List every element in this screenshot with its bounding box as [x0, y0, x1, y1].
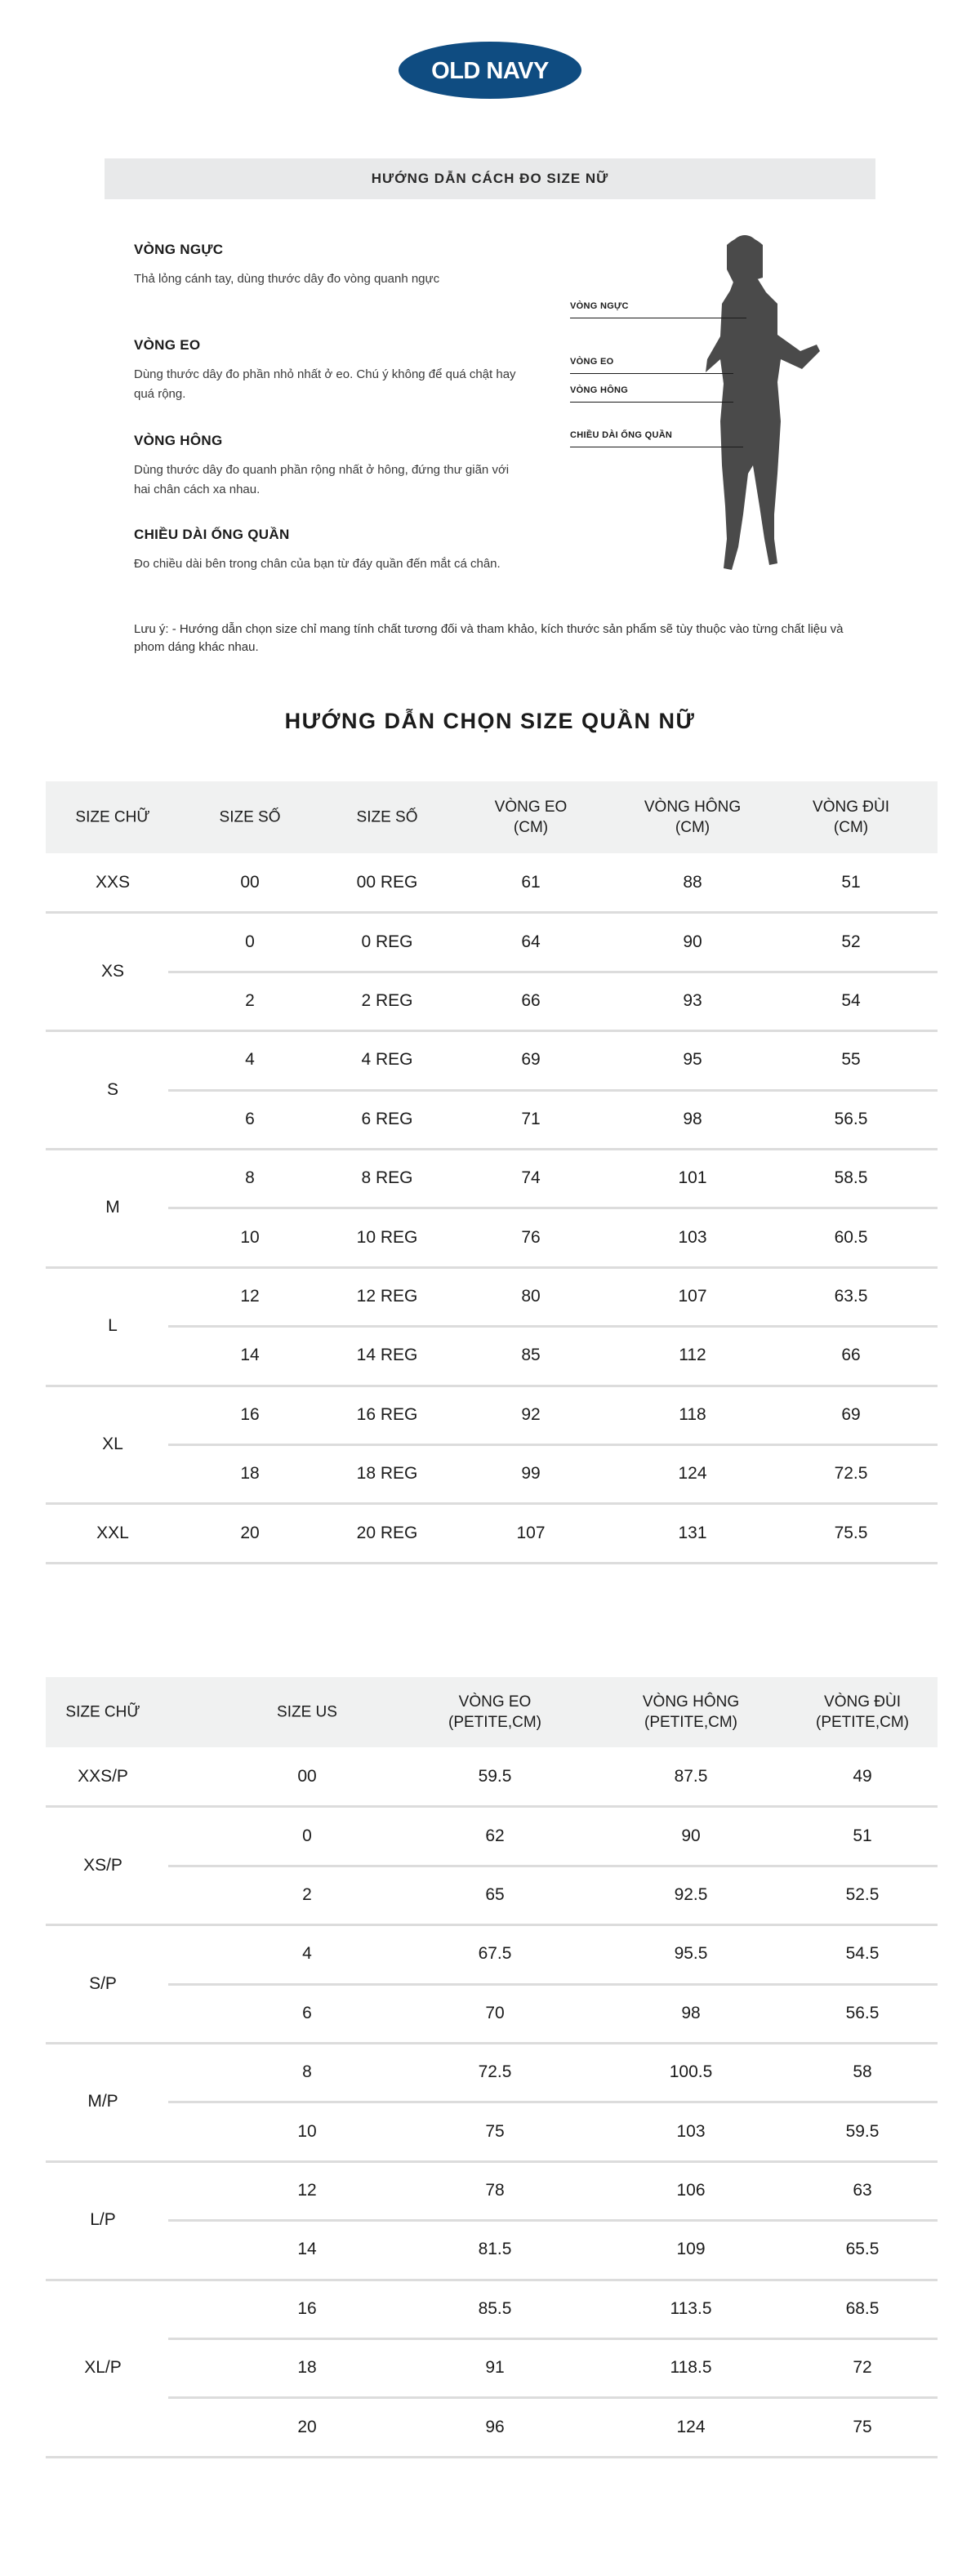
table-cell: 20: [240, 1523, 260, 1542]
chest-title: VÒNG NGỰC: [134, 242, 224, 257]
table-cell: 6: [245, 1109, 255, 1128]
table-cell: 93: [683, 991, 702, 1010]
table-cell: 12: [297, 2181, 317, 2200]
table-cell: 80: [521, 1287, 541, 1306]
table-cell: 2: [245, 991, 255, 1010]
waist-text: Dùng thước dây đo phần nhỏ nhất ở eo. Chú ý không để quá chật hay quá rộng.: [134, 367, 516, 401]
column-header: SIZE US: [277, 1703, 337, 1721]
figure-label-inseam: CHIỀU DÀI ỐNG QUẦN: [570, 430, 673, 440]
table-cell: 4: [302, 1944, 312, 1964]
table-cell: 75: [485, 2121, 505, 2141]
table-cell: 10: [240, 1227, 260, 1247]
column-header: VÒNG HÔNG (PETITE,CM): [642, 1693, 740, 1731]
size-letter-cell: XS: [100, 961, 125, 981]
table-cell: 56.5: [845, 2003, 880, 2022]
table-cell: 10 REG: [356, 1227, 418, 1247]
size-table-regular: [46, 781, 938, 1561]
table-cell: 66: [521, 991, 541, 1010]
group-divider: [46, 1805, 938, 1808]
waist-title: VÒNG EO: [134, 337, 201, 353]
group-divider: [46, 1502, 938, 1505]
size-letter-cell: M: [105, 1198, 120, 1217]
table-cell: 6 REG: [361, 1109, 413, 1128]
table-cell: 0: [245, 932, 255, 951]
row-divider: [168, 1089, 938, 1092]
table-cell: 6: [302, 2003, 312, 2022]
group-divider: [46, 1562, 938, 1564]
table-cell: 4: [245, 1050, 255, 1070]
table-cell: 66: [841, 1346, 861, 1365]
size-letter-cell: XXL: [96, 1523, 129, 1542]
table-cell: 107: [516, 1523, 546, 1542]
size-letter-cell: L/P: [90, 2210, 116, 2230]
table-cell: 76: [521, 1227, 541, 1247]
group-divider: [46, 2456, 938, 2458]
table-cell: 78: [485, 2181, 505, 2200]
table-cell: 69: [841, 1404, 861, 1424]
table-cell: 109: [676, 2240, 706, 2259]
table-cell: 10: [297, 2121, 317, 2141]
table-cell: 96: [485, 2417, 505, 2436]
body-figure: [564, 229, 841, 588]
group-divider: [46, 2160, 938, 2163]
old-navy-logo: [398, 41, 582, 100]
table-cell: 51: [841, 873, 861, 892]
row-divider: [168, 1444, 938, 1446]
figure-label-chest: VÒNG NGỰC: [570, 301, 629, 311]
column-header: SIZE CHỮ: [65, 1703, 140, 1721]
row-divider: [168, 1325, 938, 1328]
chest-text: Thả lỏng cánh tay, dùng thước dây đo vòng quanh ngực: [134, 272, 440, 286]
table-cell: 131: [678, 1523, 707, 1542]
table-cell: 72.5: [834, 1464, 868, 1484]
table-cell: 95: [683, 1050, 702, 1070]
size-letter-cell: XXS: [95, 873, 131, 892]
table-cell: 8: [302, 2062, 312, 2082]
table-cell: 85.5: [478, 2298, 512, 2318]
table-cell: 87.5: [674, 1767, 708, 1786]
row-divider: [168, 1865, 938, 1867]
table-cell: 63: [853, 2181, 872, 2200]
row-divider: [168, 2101, 938, 2103]
table-cell: 4 REG: [361, 1050, 413, 1070]
figure-label-waist: VÒNG EO: [570, 357, 614, 367]
size-letter-cell: S: [106, 1079, 119, 1099]
table-cell: 8 REG: [361, 1168, 413, 1188]
column-header: VÒNG EO (CM): [494, 799, 568, 836]
table-cell: 91: [485, 2358, 505, 2378]
table-cell: 67.5: [478, 1944, 512, 1964]
table-cell: 58: [853, 2062, 872, 2082]
size-letter-cell: XS/P: [83, 1855, 122, 1875]
table-cell: 18: [240, 1464, 260, 1484]
table-cell: 12 REG: [356, 1287, 418, 1306]
column-header: VÒNG EO (PETITE,CM): [448, 1693, 541, 1731]
table-cell: 59.5: [478, 1767, 512, 1786]
table-cell: 20: [297, 2417, 317, 2436]
table-cell: 113.5: [670, 2298, 712, 2318]
svg-text:OLD NAVY: OLD NAVY: [431, 58, 549, 84]
table-cell: 103: [678, 1227, 707, 1247]
group-divider: [46, 1148, 938, 1150]
table-cell: 118.5: [670, 2358, 712, 2378]
table-cell: 88: [683, 873, 702, 892]
table-cell: 75: [853, 2417, 872, 2436]
silhouette-icon: [564, 229, 841, 588]
table-cell: 64: [521, 932, 541, 951]
table-cell: 00 REG: [356, 873, 418, 892]
column-header: VÒNG HÔNG (CM): [644, 799, 742, 836]
table-cell: 106: [676, 2181, 706, 2200]
section-title: HƯỚNG DẪN CHỌN SIZE QUẦN NỮ: [284, 709, 696, 733]
table-cell: 68.5: [845, 2298, 880, 2318]
size-letter-cell: XL: [102, 1435, 123, 1453]
table-cell: 90: [683, 932, 702, 951]
disclaimer-note: Lưu ý: - Hướng dẫn chọn size chỉ mang tính chất tương đối và tham khảo, kích thước sản phẩm sẽ tùy thuộc vào từng chất liệu và phom dáng khác nhau.: [134, 622, 844, 654]
row-divider: [168, 2219, 938, 2222]
row-divider: [168, 2396, 938, 2399]
table-cell: 14 REG: [356, 1346, 418, 1365]
group-divider: [46, 2279, 938, 2281]
table-cell: 107: [678, 1287, 707, 1306]
column-header: VÒNG ĐÙI (PETITE,CM): [816, 1693, 909, 1731]
row-divider: [168, 971, 938, 973]
group-divider: [46, 2042, 938, 2044]
size-table-petite: [46, 1677, 938, 2469]
size-letter-cell: XXS/P: [78, 1767, 128, 1786]
table-cell: 51: [853, 1826, 872, 1845]
table-cell: 14: [240, 1346, 260, 1365]
group-divider: [46, 911, 938, 914]
table-cell: 2 REG: [361, 991, 413, 1010]
table-cell: 55: [841, 1050, 861, 1070]
table-cell: 12: [240, 1287, 260, 1306]
table-cell: 101: [678, 1168, 707, 1188]
table-cell: 103: [676, 2121, 706, 2141]
table-cell: 18: [297, 2358, 317, 2378]
table-cell: 00: [240, 873, 260, 892]
table-cell: 98: [681, 2003, 701, 2022]
table-cell: 72.5: [478, 2062, 512, 2082]
table-cell: 75.5: [834, 1523, 868, 1542]
table-cell: 18 REG: [356, 1464, 418, 1484]
group-divider: [46, 1266, 938, 1269]
table-cell: 90: [681, 1826, 701, 1845]
table-cell: 74: [521, 1168, 541, 1188]
table-cell: 92: [521, 1404, 541, 1424]
inseam-text: Đo chiều dài bên trong chân của bạn từ đáy quần đến mắt cá chân.: [134, 557, 501, 571]
group-divider: [46, 1030, 938, 1032]
table-cell: 16: [297, 2298, 317, 2318]
table-cell: 99: [521, 1464, 541, 1484]
column-header: VÒNG ĐÙI (CM): [813, 799, 889, 836]
table-cell: 0 REG: [361, 932, 413, 951]
table-cell: 52.5: [845, 1885, 880, 1904]
figure-line-hip: [570, 402, 733, 403]
table-cell: 2: [302, 1885, 312, 1904]
figure-line-waist: [570, 373, 733, 374]
size-letter-cell: XL/P: [84, 2358, 122, 2378]
table-cell: 81.5: [478, 2240, 512, 2259]
size-letter-cell: S/P: [89, 1973, 117, 1993]
inseam-title: CHIỀU DÀI ỐNG QUẦN: [134, 527, 290, 542]
row-divider: [168, 1207, 938, 1209]
table-cell: 20 REG: [356, 1523, 418, 1542]
table-cell: 71: [521, 1109, 541, 1128]
table-cell: 118: [679, 1404, 706, 1424]
measure-guide-banner: HƯỚNG DẪN CÁCH ĐO SIZE NỮ: [105, 158, 875, 199]
table-cell: 69: [521, 1050, 541, 1070]
table-cell: 61: [521, 873, 541, 892]
table-cell: 56.5: [834, 1109, 868, 1128]
column-header: SIZE CHỮ: [75, 808, 150, 826]
table-header: [46, 781, 938, 853]
table-cell: 98: [683, 1109, 702, 1128]
table-cell: 100.5: [669, 2062, 713, 2082]
table-cell: 14: [297, 2240, 317, 2259]
table-cell: 59.5: [845, 2121, 880, 2141]
table-cell: 92.5: [674, 1885, 708, 1904]
table-cell: 16: [240, 1404, 260, 1424]
size-letter-cell: L: [108, 1316, 118, 1336]
row-divider: [168, 1983, 938, 1986]
group-divider: [46, 1924, 938, 1926]
table-cell: 62: [485, 1826, 505, 1845]
column-header: SIZE SỐ: [356, 808, 418, 826]
table-cell: 112: [679, 1346, 706, 1365]
table-cell: 54.5: [845, 1944, 880, 1964]
table-cell: 65.5: [845, 2240, 880, 2259]
table-cell: 60.5: [834, 1227, 868, 1247]
hip-title: VÒNG HÔNG: [134, 433, 223, 448]
table-cell: 72: [853, 2358, 872, 2378]
table-cell: 8: [245, 1168, 255, 1188]
table-cell: 54: [841, 991, 861, 1010]
table-cell: 85: [521, 1346, 541, 1365]
table-cell: 124: [676, 2417, 706, 2436]
table-cell: 63.5: [834, 1287, 868, 1306]
table-cell: 95.5: [674, 1944, 708, 1964]
hip-text: Dùng thước dây đo quanh phần rộng nhất ở hông, đứng thư giãn với hai chân cách xa nhau.: [134, 463, 510, 496]
table-cell: 16 REG: [356, 1404, 418, 1424]
table-cell: 124: [678, 1464, 707, 1484]
figure-label-hip: VÒNG HÔNG: [570, 385, 629, 395]
table-cell: 70: [485, 2003, 505, 2022]
table-cell: 58.5: [834, 1168, 868, 1188]
group-divider: [46, 1385, 938, 1387]
column-header: SIZE SỐ: [219, 808, 281, 826]
size-letter-cell: M/P: [87, 2092, 118, 2111]
table-cell: 49: [853, 1767, 872, 1786]
table-cell: 65: [485, 1885, 505, 1904]
table-cell: 52: [841, 932, 861, 951]
table-cell: 00: [297, 1767, 317, 1786]
table-cell: 0: [302, 1826, 312, 1845]
row-divider: [168, 2338, 938, 2340]
